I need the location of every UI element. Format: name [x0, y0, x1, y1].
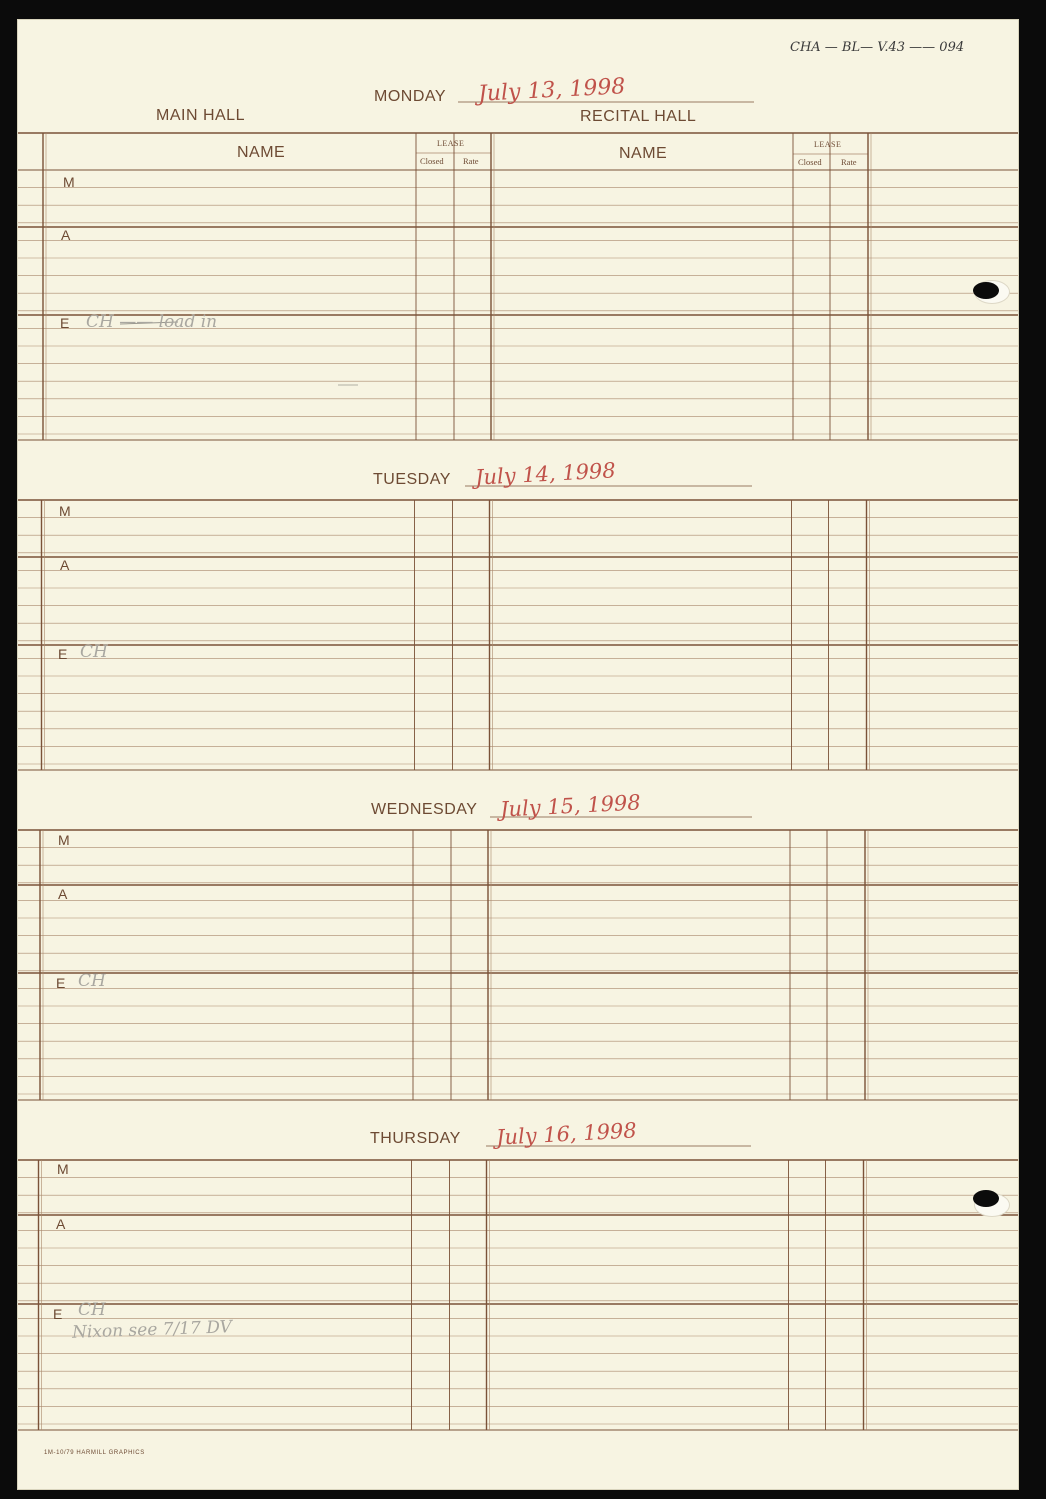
period-m-monday: M [63, 174, 75, 190]
rate-header-main: Rate [463, 156, 479, 166]
main-hall-label: MAIN HALL [156, 107, 245, 124]
period-a-tuesday: A [60, 557, 70, 573]
day-label-tuesday: TUESDAY [373, 471, 451, 488]
period-a-wednesday: A [58, 886, 68, 902]
printer-footer: 1M-10/79 HARMILL GRAPHICS [44, 1450, 145, 1456]
evening-note-monday: CH —— load in [86, 312, 218, 332]
schedule-sheet [18, 20, 1018, 1489]
date-monday: July 13, 1998 [477, 74, 626, 107]
period-a-monday: A [61, 227, 71, 243]
period-m-thursday: M [57, 1161, 69, 1177]
period-m-tuesday: M [59, 503, 71, 519]
evening-note-thursday: CH [78, 1300, 106, 1320]
archive-code: CHA — BL— V.43 —— 094 [790, 40, 965, 55]
period-e-monday: E [60, 315, 70, 331]
ruled-form [18, 20, 1018, 1489]
closed-header-recital: Closed [798, 157, 822, 167]
lease-header-recital: LEASE [814, 140, 842, 149]
day-label-monday: MONDAY [374, 88, 447, 105]
lease-header-main: LEASE [437, 139, 465, 148]
closed-header-main: Closed [420, 156, 444, 166]
evening-note-tuesday: CH [80, 642, 108, 662]
period-m-wednesday: M [58, 832, 70, 848]
date-thursday: July 16, 1998 [495, 1118, 638, 1150]
rate-header-recital: Rate [841, 157, 857, 167]
period-e-thursday: E [53, 1306, 63, 1322]
day-label-wednesday: WEDNESDAY [371, 801, 478, 818]
punch-hole-upper [973, 282, 999, 299]
period-e-wednesday: E [56, 975, 66, 991]
period-a-thursday: A [56, 1216, 66, 1232]
period-e-tuesday: E [58, 646, 68, 662]
recital-hall-label: RECITAL HALL [580, 108, 697, 125]
date-tuesday: July 14, 1998 [474, 458, 617, 490]
date-wednesday: July 15, 1998 [499, 790, 642, 822]
day-label-thursday: THURSDAY [370, 1130, 461, 1147]
name-column-header-main: NAME [237, 144, 286, 161]
name-column-header-recital: NAME [619, 145, 668, 162]
evening-note-thursday-line2: Nixon see 7/17 DV [71, 1317, 233, 1343]
evening-note-wednesday: CH [78, 971, 106, 991]
punch-hole-lower [973, 1190, 999, 1207]
